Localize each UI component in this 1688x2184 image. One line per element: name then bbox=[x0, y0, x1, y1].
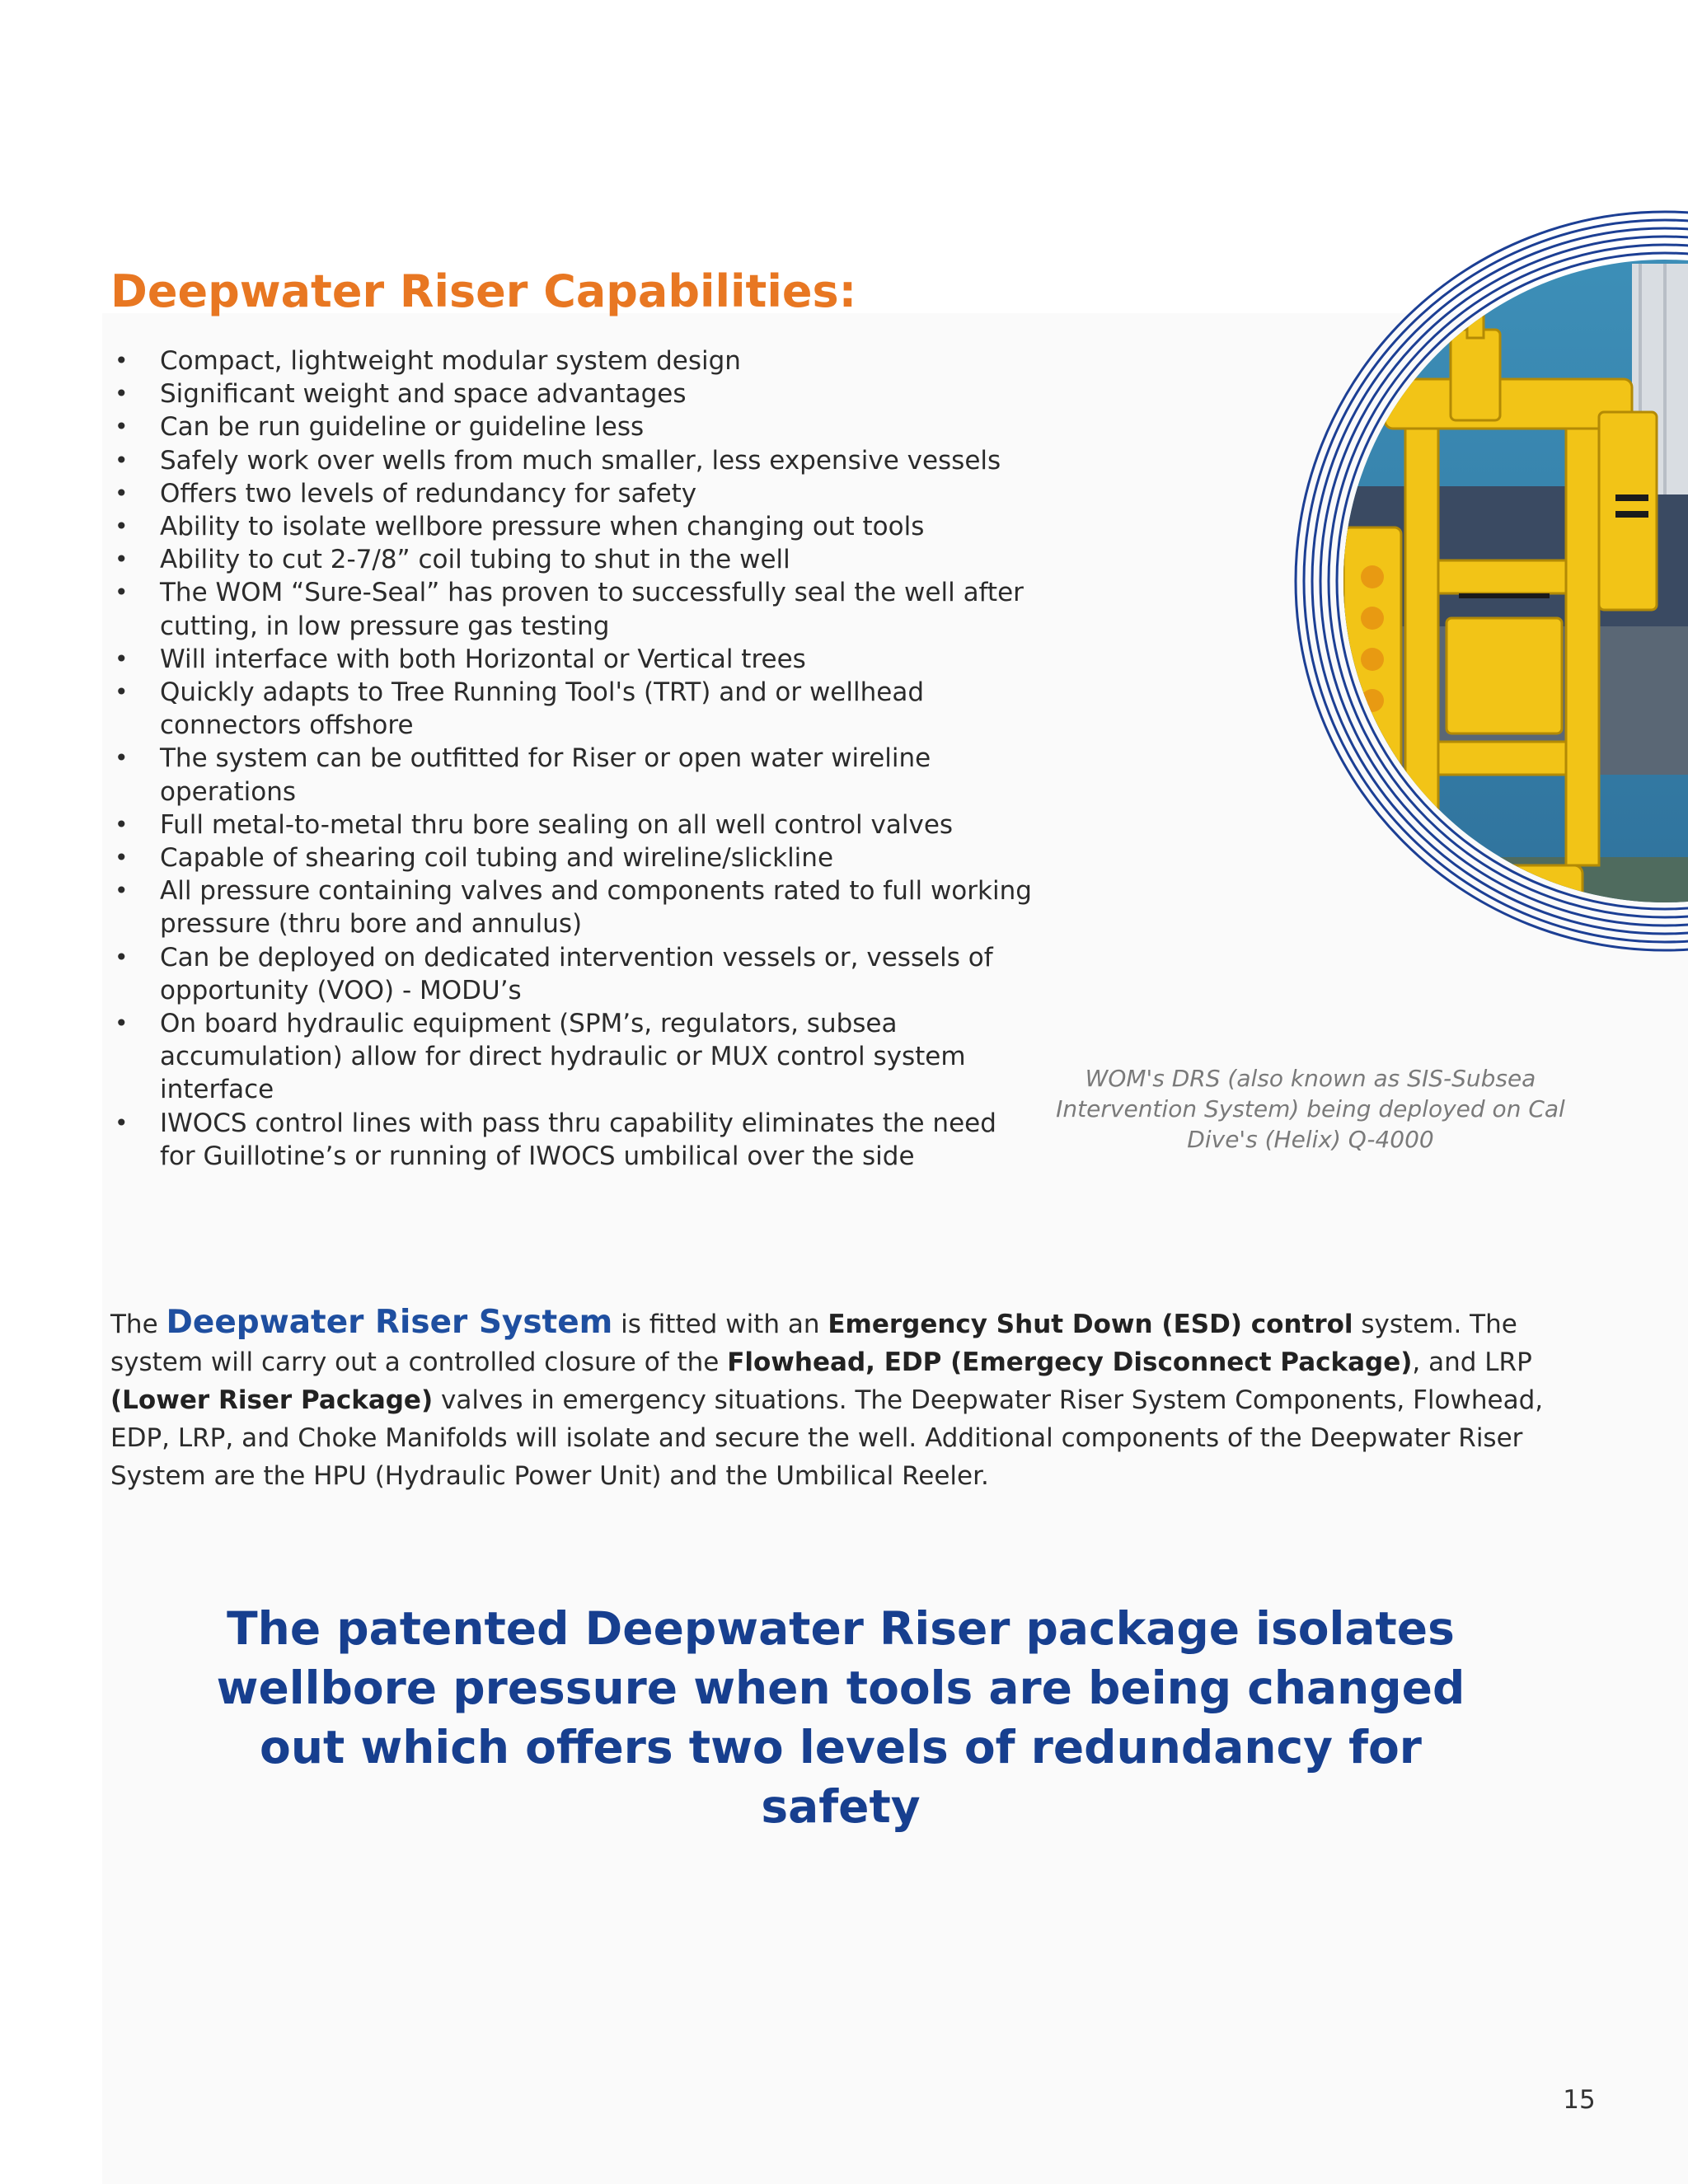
para-text: The bbox=[110, 1310, 166, 1339]
list-item: • Offers two levels of redundancy for safety bbox=[110, 477, 1034, 510]
flowhead-term: Flowhead, EDP (Emergecy Disconnect Package) bbox=[727, 1347, 1413, 1377]
list-item: • Full metal-to-metal thru bore sealing on all well control valves bbox=[110, 808, 1034, 841]
tagline: The patented Deepwater Riser package isolates wellbore pressure when tools are being changed out which offers two levels of redundancy for safety bbox=[216, 1602, 1465, 1833]
list-item: • The WOM “Sure-Seal” has proven to successfully seal the well after cutting, in low pressure gas testing bbox=[110, 576, 1034, 642]
page-heading: Deepwater Riser Capabilities: bbox=[110, 265, 857, 317]
list-item: • Capable of shearing coil tubing and wireline/slickline bbox=[110, 841, 1034, 874]
page-number: 15 bbox=[1563, 2085, 1596, 2115]
list-item: • Safely work over wells from much smaller, less expensive vessels bbox=[110, 444, 1034, 477]
photo-caption: WOM's DRS (also known as SIS-Subsea Intervention System) being deployed on Cal Dive's (Helix) Q-4000 bbox=[1056, 1065, 1565, 1153]
list-item: • All pressure containing valves and components rated to full working pressure (thru bore and annulus) bbox=[110, 874, 1034, 940]
list-item: • The system can be outfitted for Riser or open water wireline operations bbox=[110, 742, 1034, 808]
list-item: • Ability to cut 2-7/8” coil tubing to shut in the well bbox=[110, 543, 1034, 576]
equipment-photo bbox=[1071, 165, 1688, 1047]
list-item: • Ability to isolate wellbore pressure when changing out tools bbox=[110, 510, 1034, 543]
lrp-term: (Lower Riser Package) bbox=[110, 1385, 434, 1415]
para-text: system. The system will carry out a controlled closure of the bbox=[110, 1310, 1517, 1377]
list-item: • Significant weight and space advantages bbox=[110, 377, 1034, 410]
para-text: valves in emergency situations. The Deepwater Riser System Components, Flowhead, EDP, LRP, and Choke Manifolds will isolate and secure the well. Additional components of the Deepwater Riser System are the HPU (Hydraulic Power Unit) and the Umbilical Reeler. bbox=[110, 1385, 1544, 1491]
list-item: • Will interface with both Horizontal or Vertical trees bbox=[110, 643, 1034, 676]
capabilities-list bbox=[110, 344, 1034, 1173]
esd-paragraph bbox=[110, 1304, 1578, 1495]
esd-term: Emergency Shut Down (ESD) control bbox=[828, 1310, 1353, 1339]
equipment-photo-illustration bbox=[1071, 165, 1688, 1047]
list-item: • Quickly adapts to Tree Running Tool's (TRT) and or wellhead connectors offshore bbox=[110, 676, 1034, 742]
para-text: is fitted with an bbox=[612, 1310, 828, 1339]
para-text: , and LRP bbox=[1412, 1347, 1532, 1377]
list-item: • IWOCS control lines with pass thru capability eliminates the need for Guillotine’s or running of IWOCS umbilical over the side bbox=[110, 1107, 1034, 1173]
list-item: • On board hydraulic equipment (SPM’s, regulators, subsea accumulation) allow for direct hydraulic or MUX control system interface bbox=[110, 1007, 1034, 1107]
list-item: • Compact, lightweight modular system design bbox=[110, 344, 1034, 377]
list-item: • Can be deployed on dedicated intervention vessels or, vessels of opportunity (VOO) - MODU’s bbox=[110, 941, 1034, 1007]
list-item: • Can be run guideline or guideline less bbox=[110, 410, 1034, 443]
system-name: Deepwater Riser System bbox=[166, 1304, 613, 1341]
